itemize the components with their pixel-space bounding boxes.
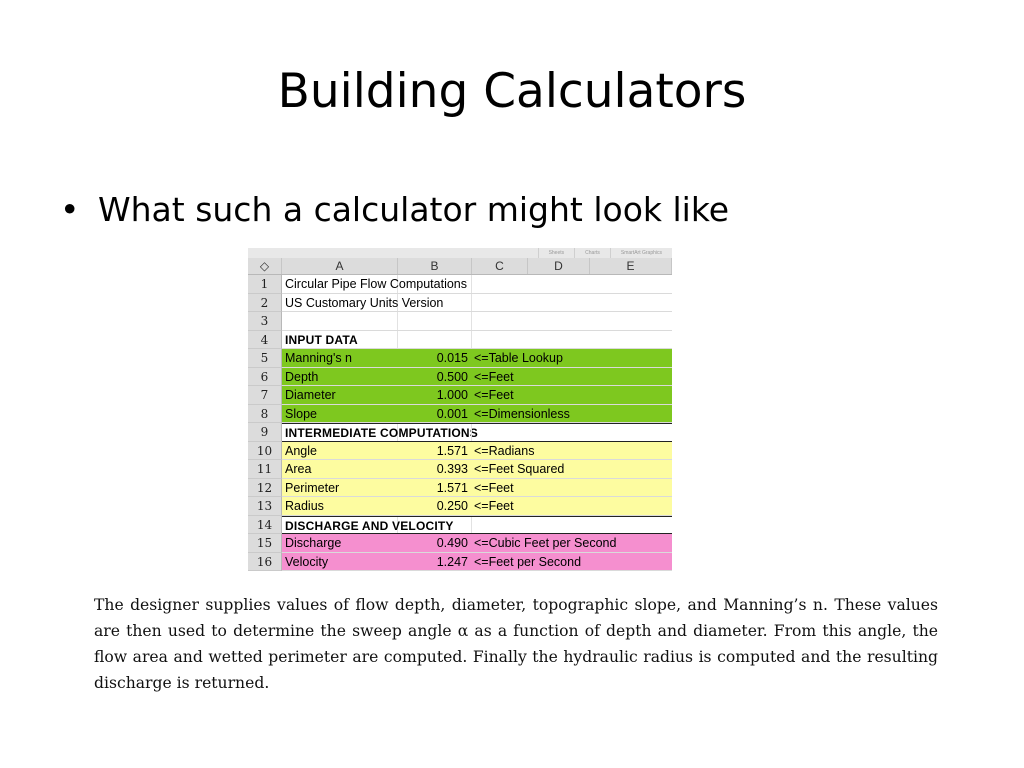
row-cells [282,516,672,535]
cell-c [472,312,672,330]
row-number: 13 [248,497,282,516]
cell-c [472,294,672,312]
cell-b [398,312,472,330]
cell-b: 0.500 [436,369,468,384]
column-header-b: B [398,258,472,274]
row-number: 14 [248,516,282,535]
cell-b: 0.015 [436,351,468,365]
column-header-row [248,258,672,275]
spreadsheet-image [248,248,672,580]
cell-c: <=Feet [474,480,514,495]
cell-b [398,517,472,534]
row-number: 12 [248,479,282,498]
table-row [248,553,672,572]
row-number: 6 [248,368,282,387]
bullet-text: What such a calculator might look like [98,190,730,229]
row-number: 11 [248,460,282,479]
cell-a: Diameter [285,388,336,402]
cell-b [398,275,472,293]
cell-b: 1.571 [436,480,468,495]
cell-a: Radius [285,499,324,513]
cell-a: Discharge [285,536,342,550]
row-number: 4 [248,331,282,350]
row-number: 1 [248,275,282,294]
cell-c [472,517,672,534]
row-number: 7 [248,386,282,405]
cell-a: Area [285,462,312,476]
cell-c: <=Feet per Second [474,554,582,569]
spreadsheet-rows [248,275,672,571]
table-row [248,368,672,387]
table-row [248,423,672,442]
spreadsheet-toolbar [248,248,672,258]
row-number: 2 [248,294,282,313]
cell-c: <=Radians [474,443,535,458]
cell-a: Angle [285,443,317,458]
table-row [248,442,672,461]
bullet-point [60,190,729,229]
cell-c: <=Feet [474,369,514,384]
cell-b: 0.001 [436,406,468,421]
row-cells [282,442,672,461]
row-cells [282,497,672,516]
row-cells [282,460,672,479]
row-number: 16 [248,553,282,572]
cell-b: 0.490 [436,536,468,550]
table-row [248,386,672,405]
cell-b: 1.571 [436,443,468,458]
row-number: 10 [248,442,282,461]
row-cells [282,553,672,572]
table-row [248,497,672,516]
row-number: 8 [248,405,282,424]
cell-c: <=Feet Squared [474,462,565,476]
column-header-d: D [528,258,590,274]
cell-b: 1.247 [436,554,468,569]
row-cells [282,479,672,498]
cell-c [472,275,672,293]
row-cells [282,423,672,442]
cell-c [472,331,672,349]
table-row [248,405,672,424]
row-cells [282,368,672,387]
toolbar-tab-charts: Charts [574,248,610,258]
cell-a: Slope [285,406,317,421]
table-row [248,479,672,498]
bullet-dot-icon: • [60,190,80,229]
toolbar-tab-smartart: SmartArt Graphics [610,248,672,258]
table-row [248,312,672,331]
column-header-a: A [282,258,398,274]
cell-a: Circular Pipe Flow Computations [282,275,398,293]
row-cells [282,405,672,424]
cell-c: <=Feet [474,499,514,513]
cell-b [398,294,472,312]
cell-a [282,312,398,330]
column-header-e: E [590,258,672,274]
cell-a: US Customary Units Version [282,294,398,312]
row-cells [282,331,672,350]
cell-b: 0.250 [436,499,468,513]
row-number: 5 [248,349,282,368]
table-row [248,294,672,313]
column-header-c: C [472,258,528,274]
toolbar-tab-sheets: Sheets [538,248,575,258]
cell-b: 0.393 [436,462,468,476]
cell-c [472,424,672,441]
description-paragraph: The designer supplies values of flow depth, diameter, topographic slope, and Manning’s n. These values are then used to determine the sweep angle α as a function of depth and diameter. From this angle, the flow area and wetted perimeter are computed. Finally the hydraulic radius is computed and the resulting discharge is returned. [94,596,938,692]
select-all-corner-icon: ◇ [248,258,282,274]
cell-a: Velocity [285,554,329,569]
cell-b [398,331,472,349]
table-row [248,460,672,479]
slide-title: Building Calculators [277,64,747,119]
cell-a: INTERMEDIATE COMPUTATIONS [282,424,398,441]
cell-c: <=Cubic Feet per Second [474,536,617,550]
row-number: 9 [248,423,282,442]
cell-b [398,424,472,441]
cell-c: <=Table Lookup [474,351,563,365]
row-cells [282,534,672,553]
cell-a: Perimeter [285,480,340,495]
table-row [248,534,672,553]
cell-b: 1.000 [436,388,468,402]
cell-a: Manning's n [285,351,353,365]
row-cells [282,349,672,368]
table-row [248,275,672,294]
table-row [248,516,672,535]
table-row [248,349,672,368]
row-cells [282,312,672,331]
row-cells [282,386,672,405]
row-cells [282,275,672,294]
row-number: 15 [248,534,282,553]
row-number: 3 [248,312,282,331]
cell-a: INPUT DATA [282,331,398,349]
cell-c: <=Feet [474,388,514,402]
cell-a: DISCHARGE AND VELOCITY [282,517,398,534]
cell-c: <=Dimensionless [474,406,570,421]
row-cells [282,294,672,313]
table-row [248,331,672,350]
cell-a: Depth [285,369,319,384]
